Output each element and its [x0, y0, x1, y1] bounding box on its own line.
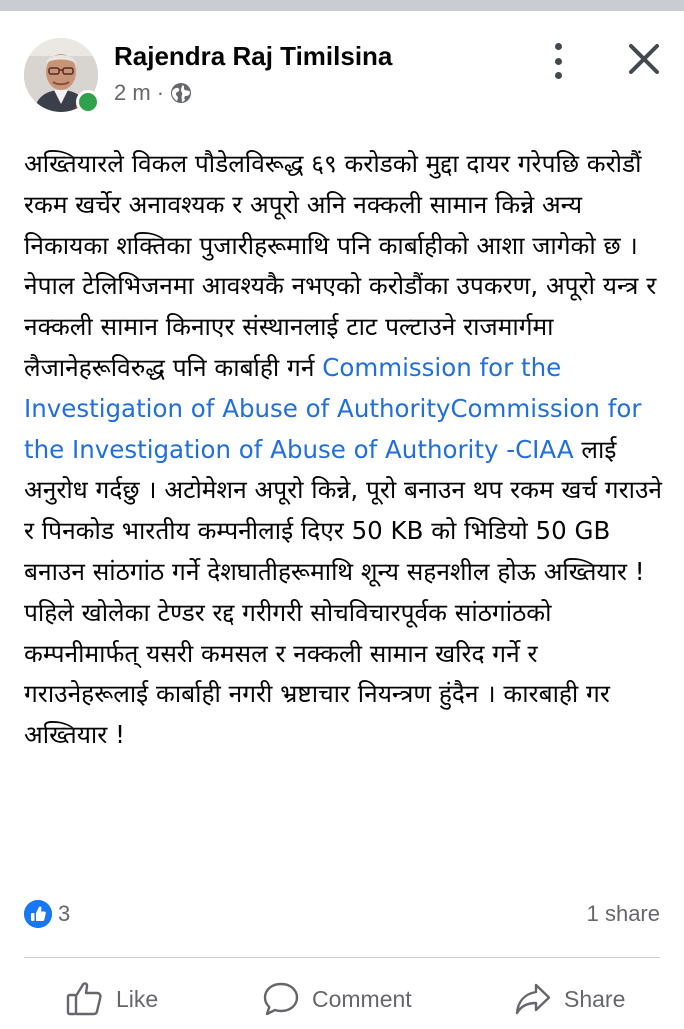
like-button[interactable]	[66, 969, 158, 1029]
comment-label: Comment	[312, 985, 412, 1012]
globe-icon	[170, 82, 192, 104]
like-reaction-icon[interactable]	[24, 900, 52, 928]
reaction-count[interactable]: 3	[58, 901, 71, 926]
share-button[interactable]	[514, 969, 625, 1029]
comment-icon	[262, 981, 300, 1017]
close-icon	[626, 41, 662, 77]
meta-separator: ·	[156, 80, 165, 105]
top-strip	[0, 0, 684, 11]
divider	[24, 957, 660, 958]
comment-button[interactable]	[262, 969, 412, 1029]
share-label: Share	[564, 985, 626, 1012]
post-time[interactable]: 2 m	[114, 80, 151, 105]
share-arrow-icon	[514, 981, 552, 1017]
post-text-part-1: अख्तियारले विकल पौडेलविरूद्ध ६९ करोडको मुद्दा दायर गरेपछि करोडौं रकम खर्चेर अनावश्यक र अपूरो अनि नक्कली सामान किन्ने अन्य निकायका शक्तिका पुजारीहरूमाथि पनि कार्बाहीको आशा जागेको छ । नेपाल टेलिभिजनमा आवश्यकै नभएको करोडौंका उपकरण, अपूरो यन्त्र र नक्कली सामान किनाएर संस्थानलाई टाट पल्टाउने राजमार्गमा लैजानेहरूविरुद्ध पनि कार्बाही गर्न	[24, 149, 657, 382]
dot-icon	[555, 43, 562, 50]
share-count[interactable]: 1 share	[586, 901, 660, 926]
like-label: Like	[116, 985, 159, 1012]
post-text	[24, 144, 664, 756]
thumbs-up-icon	[66, 981, 104, 1017]
author-name[interactable]: Rajendra Raj Timilsina	[114, 41, 393, 71]
ciaa-link[interactable]: Commission for the Investigation of Abuse of AuthorityCommission for the Investigation of Abuse of Authority -CIAA	[24, 352, 642, 464]
dot-icon	[555, 72, 562, 79]
post-meta	[114, 80, 192, 106]
dot-icon	[555, 58, 562, 65]
close-button[interactable]	[626, 41, 662, 77]
more-options-button[interactable]	[544, 41, 572, 81]
post-text-part-2: लाई अनुरोध गर्दछु । अटोमेशन अपूरो किन्ने, पूरो बनाउन थप रकम खर्च गराउने र पिनकोड भारतीय कम्पनीलाई दिएर 50 KB को भिडियो 50 GB बनाउन सांठगांठ गर्ने देशघातीहरूमाथि शून्य सहनशील होऊ अख्तियार ! पहिले खोलेका टेण्डर रद्द गरीगरी सोचविचारपूर्वक सांठगांठको कम्पनीमार्फत् यसरी कमसल र नक्कली सामान खरिद गर्ने र गराउनेहरूलाई कार्बाही नगरी भ्रष्टाचार नियन्त्रण हुंदैन । कारबाही गर अख्तियार !	[24, 434, 662, 750]
online-status-dot	[76, 90, 100, 114]
post-card	[0, 11, 684, 1024]
